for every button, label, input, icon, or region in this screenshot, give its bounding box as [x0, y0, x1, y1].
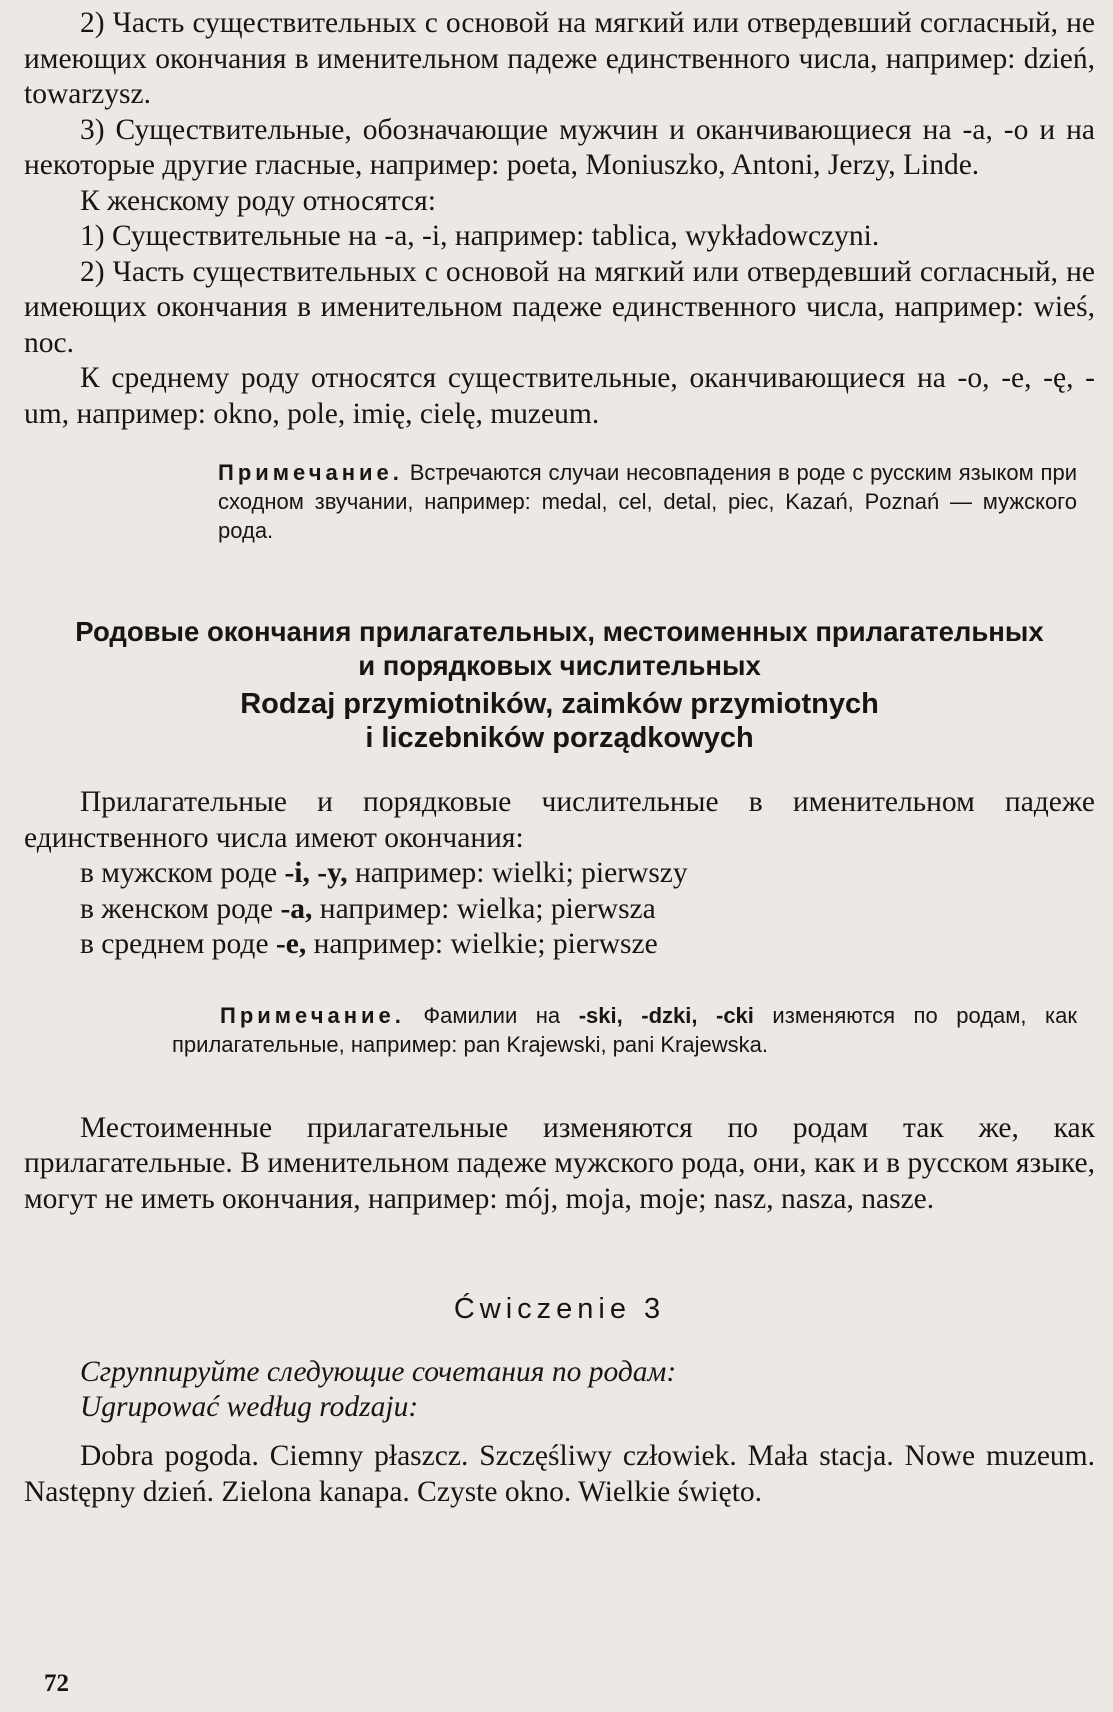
paragraphs-top: [24, 6, 1095, 432]
paragraph-fem-2: 2) Часть существительных с основой на мягкий или отвердевший согласный, не имеющих окончания в именительном падеже единственного числа, например: wieś, noc.: [24, 255, 1095, 359]
heading-ru-line2: и порядковых числительных: [358, 650, 761, 681]
note2-post: изменяются по родам, как прилагательные, например: pan Krajewski, pani Krajewska.: [172, 1002, 1078, 1057]
note2-pre: Фамилии на: [404, 1002, 579, 1028]
fem-pre: в женском роде: [80, 892, 281, 925]
note-label: Примечание.: [218, 460, 403, 485]
adjectives-neut: [24, 927, 1095, 963]
adjectives-fem: [24, 892, 1095, 928]
note-surnames: [172, 1001, 1077, 1059]
adjectives-section: [24, 785, 1095, 963]
adjectives-masc: [24, 856, 1095, 892]
fem-post: например: wielka; pierwsza: [312, 892, 656, 925]
instruction-pl: Ugrupować według rodzaju:: [80, 1391, 419, 1423]
neut-ending: -e,: [275, 928, 307, 960]
heading-pl-line1: Rodzaj przymiotników, zaimków przymiotnych: [240, 688, 879, 720]
note2-endings: -ski, -dzki, -cki: [578, 1002, 754, 1028]
heading-ru-line1: Родовые окончания прилагательных, местоименных прилагательных: [75, 616, 1044, 647]
page-number: 72: [44, 1670, 69, 1697]
fem-ending: -a,: [280, 892, 313, 925]
exercise-text: Dobra pogoda. Ciemny płaszcz. Szczęśliwy człowiek. Mała stacja. Nowe muzeum. Następny dzień. Zielona kanapa. Czyste okno. Wielkie święto.: [24, 1440, 1095, 1508]
note2-first: [172, 1003, 754, 1028]
adjectives-intro: Прилагательные и порядковые числительные в именительном падеже единственного числа имеют окончания:: [24, 786, 1095, 854]
note-gender-mismatch: [218, 458, 1077, 545]
pronouns-paragraph: Местоименные прилагательные изменяются по родам так же, как прилагательные. В именительном падеже мужского рода, они, как и в русском языке, могут не иметь окончания, например: mój, moja, moje; nasz, nasza, nasze.: [24, 1111, 1095, 1215]
paragraph-masc-2: 2) Часть существительных с основой на мягкий или отвердевший согласный, не имеющих окончания в именительном падеже единственного числа, например: dzień, towarzysz.: [24, 7, 1095, 110]
exercise-title: Ćwiczenie 3: [453, 1293, 666, 1325]
section-heading-ru: [24, 615, 1095, 683]
masc-ending: -i, -y,: [284, 857, 348, 889]
paragraph-fem-1: 1) Существительные на -a, -i, например: tablica, wykładowczyni.: [80, 220, 880, 252]
masc-post: например: wielki; pierwszy: [347, 857, 688, 889]
instruction-ru: Сгруппируйте следующие сочетания по родам:: [80, 1356, 677, 1388]
note2-label: Примечание.: [220, 1002, 405, 1028]
note-text: Встречаются случаи несовпадения в роде с русским языком при сходном звучании, например: medal, cel, detal, piec, Kazań, Poznań — мужского рода.: [218, 460, 1077, 543]
paragraph-neuter: К среднему роду относятся существительные, оканчивающиеся на -o, -e, -ę, -um, например: okno, pole, imię, cielę, muzeum.: [24, 362, 1095, 430]
heading-pl-line2: i liczebników porządkowych: [365, 722, 754, 754]
neut-pre: в среднем роде: [80, 928, 276, 960]
neut-post: например: wielkie; pierwsze: [306, 928, 658, 960]
exercise-instructions: [24, 1355, 1095, 1425]
paragraph-masc-3: 3) Существительные, обозначающие мужчин и оканчивающиеся на -a, -o и на некоторые другие гласные, например: poeta, Moniuszko, Antoni, Jerzy, Linde.: [24, 113, 1095, 181]
paragraph-fem-heading: К женскому роду относятся:: [80, 184, 436, 217]
section-heading-pl: [24, 687, 1095, 755]
masc-pre: в мужском роде: [80, 857, 285, 889]
